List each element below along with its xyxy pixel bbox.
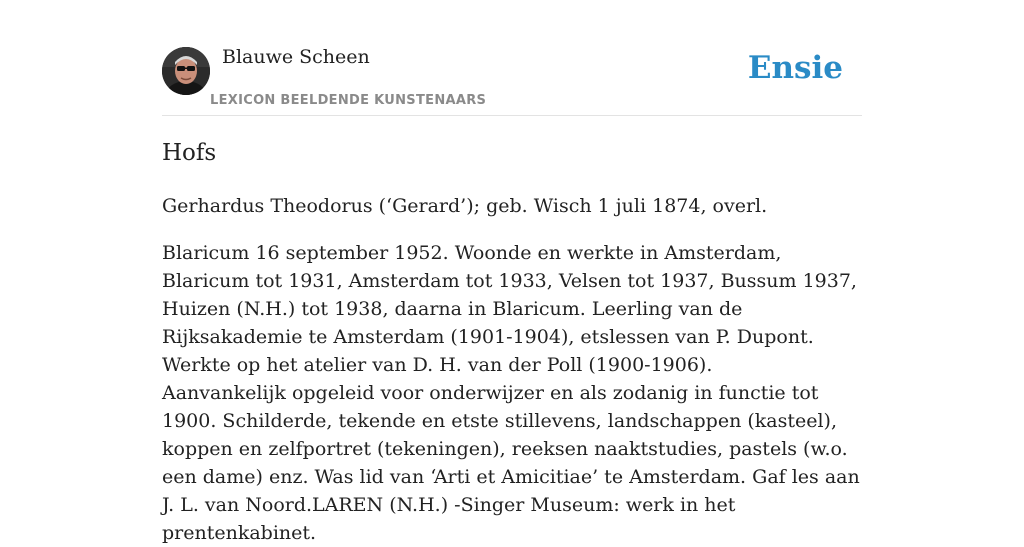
article-title: Hofs: [162, 140, 217, 166]
brand-logo[interactable]: Ensie: [747, 50, 843, 86]
header-divider: [162, 115, 862, 116]
category-label[interactable]: LEXICON BEELDENDE KUNSTENAARS: [210, 93, 487, 108]
article-intro: Gerhardus Theodorus (‘Gerard’); geb. Wisch 1 juli 1874, overl.: [162, 195, 768, 217]
article-paragraph: Blaricum 16 september 1952. Woonde en werkte in Amsterdam, Blaricum tot 1931, Amsterdam tot 1933, Velsen tot 1937, Bussum 1937, Huizen (N.H.) tot 1938, daarna in Blaricum. Leerling van de Rijksakademie te Amsterdam (1901-1904), etslessen van P. Dupont. Werkte op het atelier van D. H. van der Poll (1900-1906).: [162, 242, 857, 376]
author-avatar[interactable]: [162, 47, 210, 95]
author-name[interactable]: Blauwe Scheen: [222, 46, 370, 68]
avatar-portrait-icon: [162, 47, 210, 95]
article-paragraph: Aanvankelijk opgeleid voor onderwijzer en als zodanig in functie tot 1900. Schilderde, tekende en etste stillevens, landschappen (kasteel), koppen en zelfportret (tekeningen), reeksen naaktstudies, pastels (w.o. een dame) enz. Was lid van ‘Arti et Amicitiae’ te Amsterdam. Gaf les aan J. L. van Noord.LAREN (N.H.) -Singer Museum: werk in het prentenkabinet.: [162, 382, 860, 544]
